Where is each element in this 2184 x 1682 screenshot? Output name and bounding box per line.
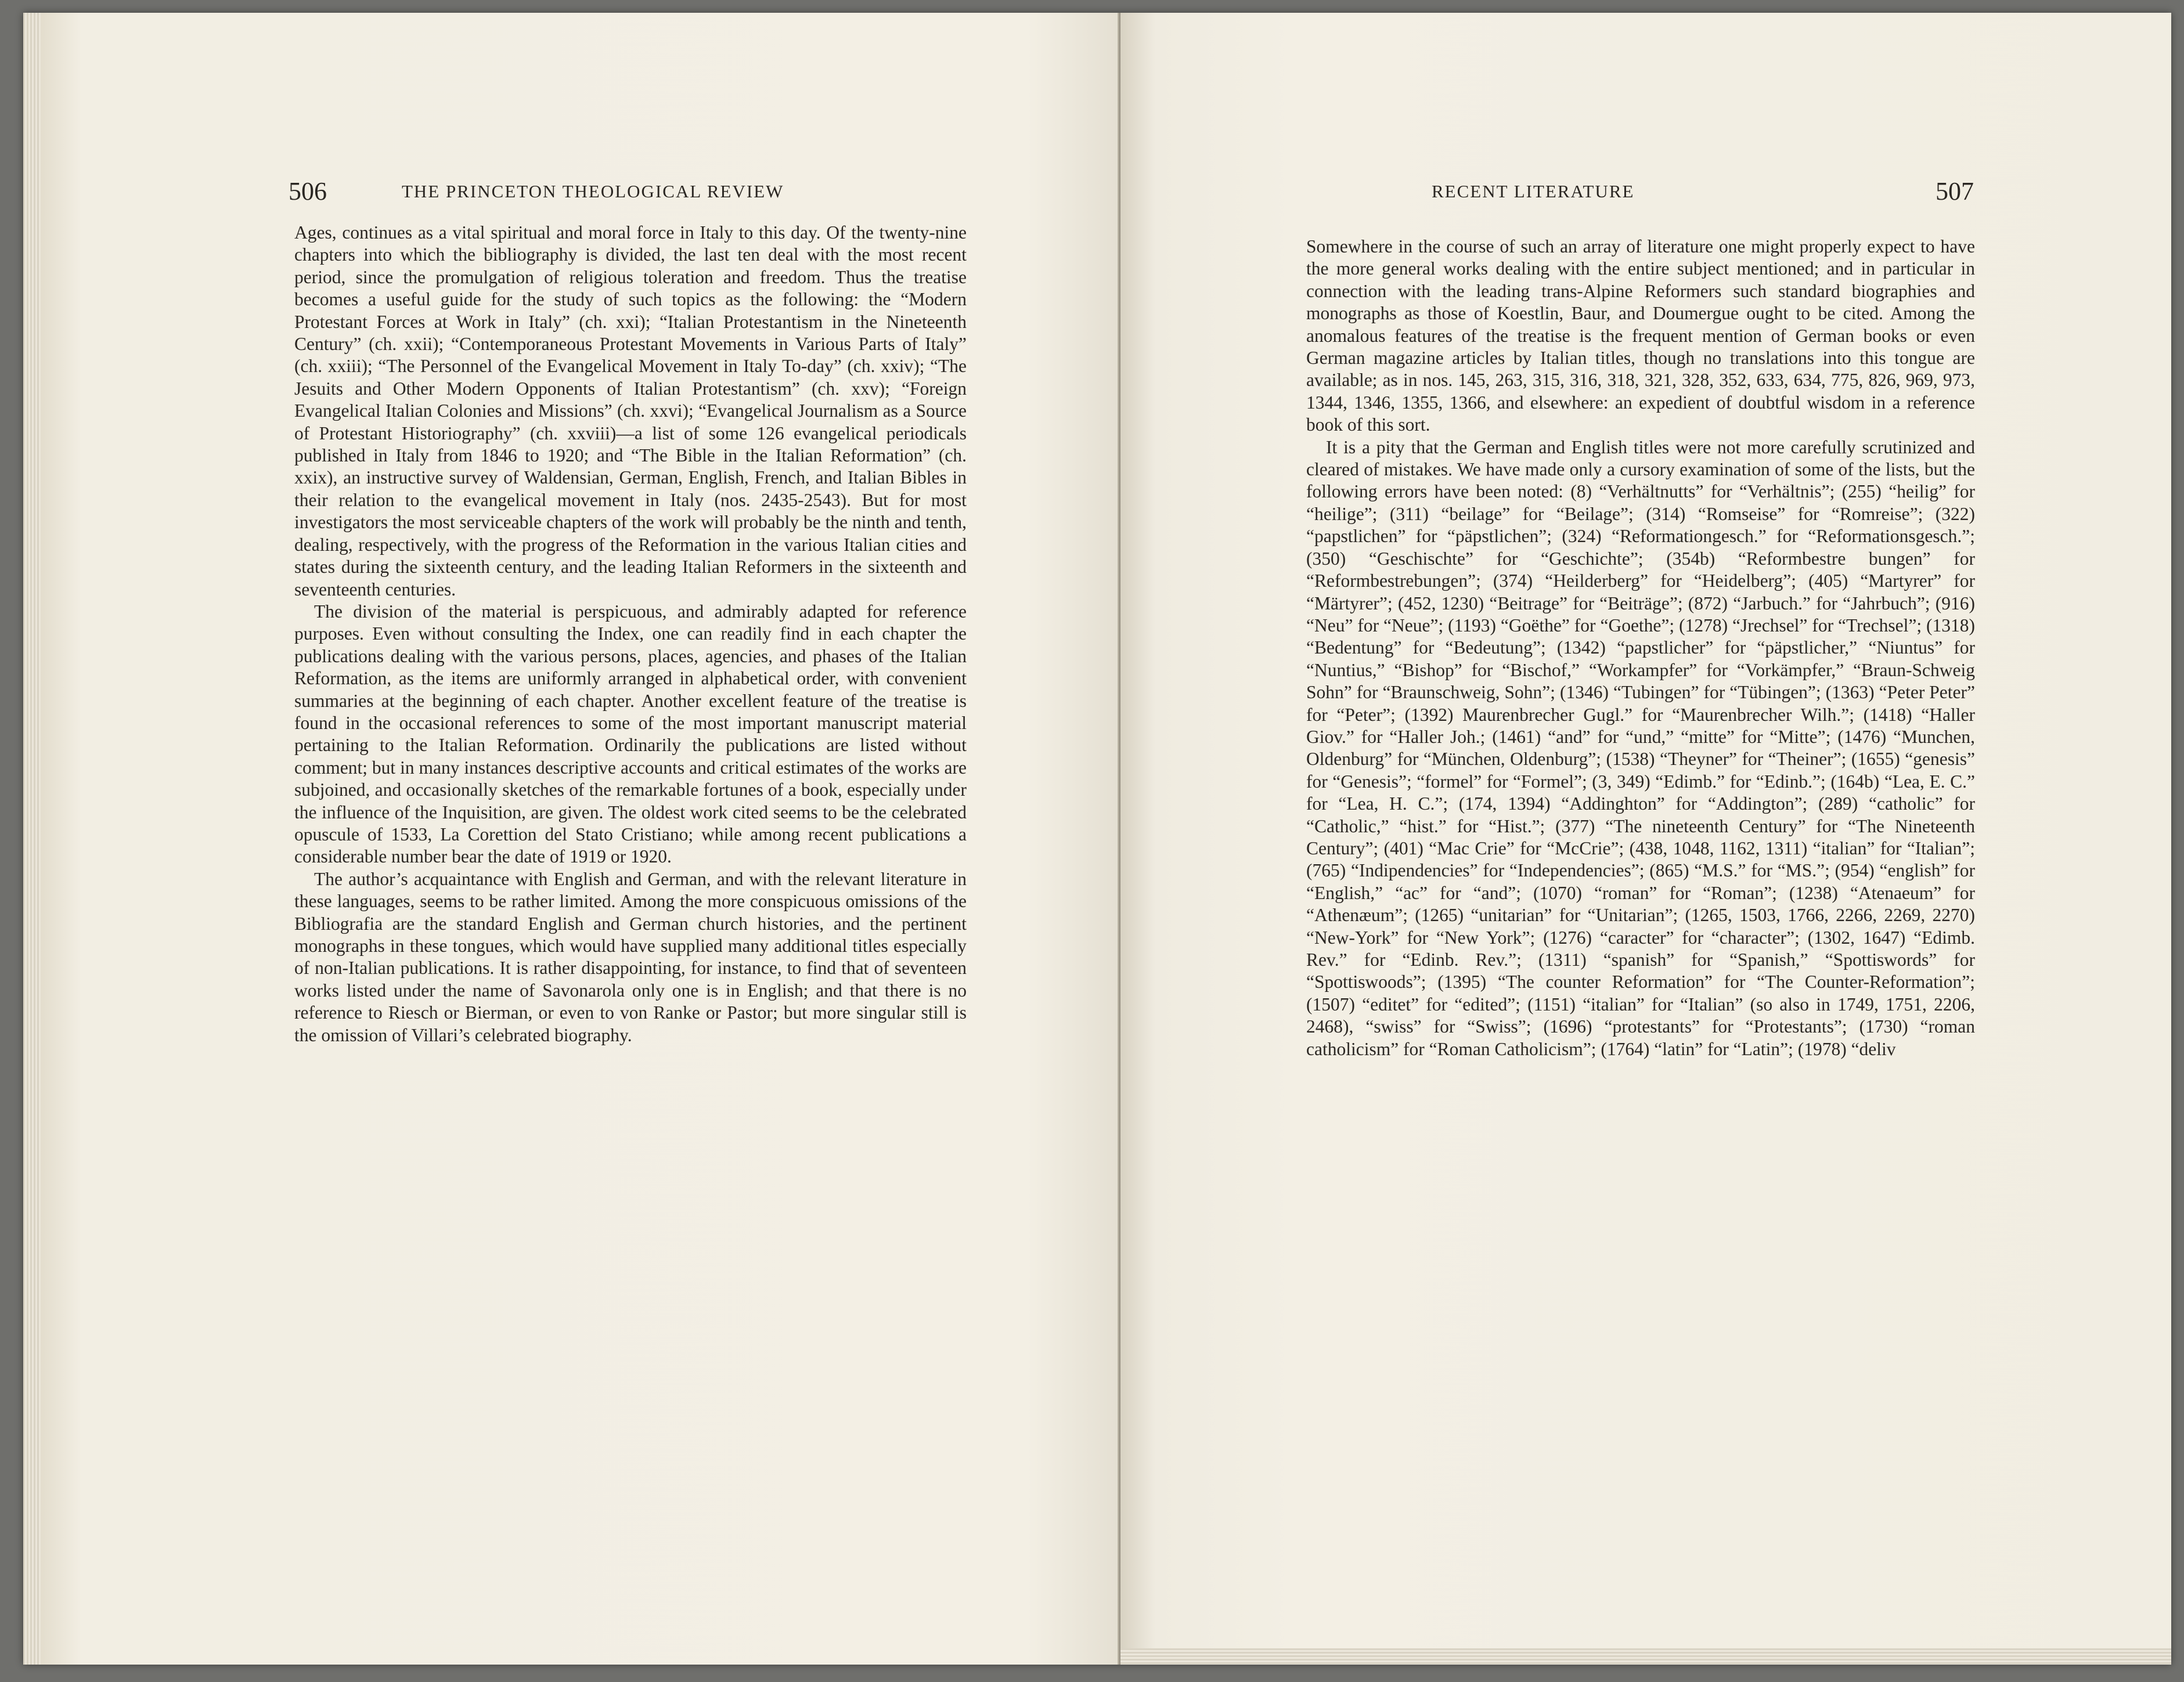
paragraph: It is a pity that the German and English titles were not more carefully scrutinized and cleared of mistakes. We have made only a cursory examination of some of the lists, but the following errors have been noted: (8) “Verhältnutts” for “Verhältnis”; (255) “heilig” for “heilige”; (311) “beilage” for “Beilage”; (314) “Romseise” for “Romreise”; (322) “papstlichen” for “päpstlichen”; (324) “Reformationgesch.” for “Reformationsgesch.”; (350) “Geschischte” for “Geschichte”; (354b) “Reformbestre bungen” for “Reformbestrebungen”; (374) “Heilderberg” for “Heidelberg”; (405) “Martyrer” for “Märtyrer”; (452, 1230) “Beitrage” for “Beiträge”; (872) “Jarbuch.” for “Jahrbuch”; (916) “Neu” for “Neue”; (1193) “Goëthe” for “Goethe”; (1278) “Jrechsel” for “Trechsel”; (1318) “Bedentung” for “Bedeutung”; (1342) “papstlicher” for “päpstlicher,” “Niuntus” for “Nuntius,” “Bishop” for “Bischof,” “Workampfer” for “Vorkämpfer,” “Braun-Schweig Sohn” for “Braunschweig, Sohn”; (1346) “Tubingen” for “Tübingen”; (1363) “Peter Peter” for “Peter”; (1392) Maurenbrecher Gugl.” for “Maurenbrecher Wilh.”; (1418) “Haller Giov.” for “Haller Joh.; (1461) “and” for “und,” “mitte” for “Mitte”; (1476) “Munchen, Oldenburg” for “München, Oldenburg”; (1538) “Theyner” for “Theiner”; (1655) “genesis” for “Genesis”; “formel” for “Formel”; (3, 349) “Edimb.” for “Edinb.”; (164b) “Lea, E. C.” for “Lea, H. C.”; (174, 1394) “Addinghton” for “Addington”; (289) “catholic” for “Catholic,” “hist.” for “Hist.”; (377) “The nineteenth Century” for “The Nineteenth Century”; (401) “Mac Crie” for “McCrie”; (438, 1048, 1162, 1311) “italian” for “Italian”; (765) “Indipendencies” for “Independencies”; (865) “M.S.” for “MS.”; (954) “english” for “English,” “ac” for “and”; (1070) “roman” for “Roman”; (1238) “Atenaeum” for “Athenæum”; (1265) “unitarian” for “Unitarian”; (1265, 1503, 1766, 2266, 2269, 2270) “New-York” for “New York”; (1276) “caracter” for “character”; (1302, 1647) “Edimb. Rev.” for “Edinb. Rev.”; (1311) “spanish” for “Spanish,” “Spottiswords” for “Spottiswoods”; (1395) “The counter Reformation” for “The Counter-Reformation”; (1507) “editet” for “edited”; (1151) “italian” for “Italian” (so also in 1749, 1751, 2206, 2468), “swiss” for “Swiss”; (1696) “protestants” for “Protestants”; (1730) “roman catholicism” for “Roman Catholicism”; (1764) “latin” for “Latin”; (1978) “deliv: [1306, 436, 1975, 1059]
page-number-right: 507: [1936, 177, 1974, 205]
right-page: [1120, 13, 2171, 1665]
open-book: [23, 13, 2171, 1665]
left-page: [41, 13, 1120, 1665]
left-page-body: [294, 222, 967, 1046]
paragraph: Ages, continues as a vital spiritual and moral force in Italy to this day. Of the twenty-nine chapters into which the bibliography is divided, the last ten deal with the most recent period, since the promulgation of religious toleration and freedom. Thus the treatise becomes a useful guide for the study of such topics as the following: the “Modern Protestant Forces at Work in Italy” (ch. xxi); “Italian Protestantism in the Nineteenth Century” (ch. xxii); “Contemporaneous Protestant Movements in Various Parts of Italy” (ch. xxiii); “The Personnel of the Evangelical Movement in Italy To-day” (ch. xxiv); “The Jesuits and Other Modern Opponents of Italian Protestantism” (ch. xxv); “Foreign Evangelical Italian Colonies and Missions” (ch. xxvi); “Evangelical Journalism as a Source of Protestant Historiography” (ch. xxviii)—a list of some 126 evangelical periodicals published in Italy from 1846 to 1920; and “The Bible in the Italian Reformation” (ch. xxix), an instructive survey of Waldensian, German, English, French, and Italian Bibles in their relation to the evangelical movement in Italy (nos. 2435-2543). But for most investigators the most serviceable chapters of the work will probably be the ninth and tenth, dealing, respectively, with the progress of the Reformation in the various Italian cities and states during the sixteenth century, and the leading Italian Reformers in the sixteenth and seventeenth centuries.: [294, 222, 967, 600]
paragraph: The division of the material is perspicuous, and admirably adapted for reference purposes. Even without consulting the Index, one can readily find in each chapter the publications dealing with the various persons, places, agencies, and phases of the Italian Reformation, as the items are uniformly arranged in alphabetical order, with convenient summaries at the beginning of each chapter. Another excellent feature of the treatise is found in the occasional references to some of the most important manuscript material pertaining to the Italian Reformation. Ordinarily the publications are listed without comment; but in many instances descriptive accounts and critical estimates of the works are subjoined, and occasionally sketches of the remarkable fortunes of a book, especially under the influence of the Inquisition, are given. The oldest work cited seems to be the celebrated opuscule of 1533, La Corettion del Stato Cristiano; while among recent publications a considerable number bear the date of 1919 or 1920.: [294, 601, 967, 867]
page-edges-bottom: [1120, 1648, 2171, 1665]
page-edges-left: [23, 13, 41, 1665]
right-page-body: [1306, 236, 1975, 1060]
running-head-right: RECENT LITERATURE: [1432, 181, 1635, 201]
page-number-left: 506: [289, 177, 327, 205]
running-head-left: THE PRINCETON THEOLOGICAL REVIEW: [402, 181, 784, 201]
paragraph: Somewhere in the course of such an array of literature one might properly expect to have the more general works dealing with the entire subject mentioned; and in particular in connection with the leading trans-Alpine Reformers such standard biographies and monographs as those of Koestlin, Baur, and Doumergue ought to be cited. Among the anomalous features of the treatise is the frequent mention of German books or even German magazine articles by Italian titles, though no translations into this tongue are available; as in nos. 145, 263, 315, 316, 318, 321, 328, 352, 633, 634, 775, 826, 969, 973, 1344, 1346, 1355, 1366, and elsewhere: an expedient of doubtful wisdom in a reference book of this sort.: [1306, 236, 1975, 435]
paragraph: The author’s acquaintance with English and German, and with the relevant literature in these languages, seems to be rather limited. Among the more conspicuous omissions of the Bibliografia are the standard English and German church histories, and the pertinent monographs in these tongues, which would have supplied many additional titles especially of non-Italian publications. It is rather disappointing, for instance, to find that of seventeen works listed under the name of Savonarola only one is in English; and that there is no reference to Riesch or Bierman, or even to von Ranke or Pastor; but more singular still is the omission of Villari’s celebrated biography.: [294, 868, 967, 1045]
